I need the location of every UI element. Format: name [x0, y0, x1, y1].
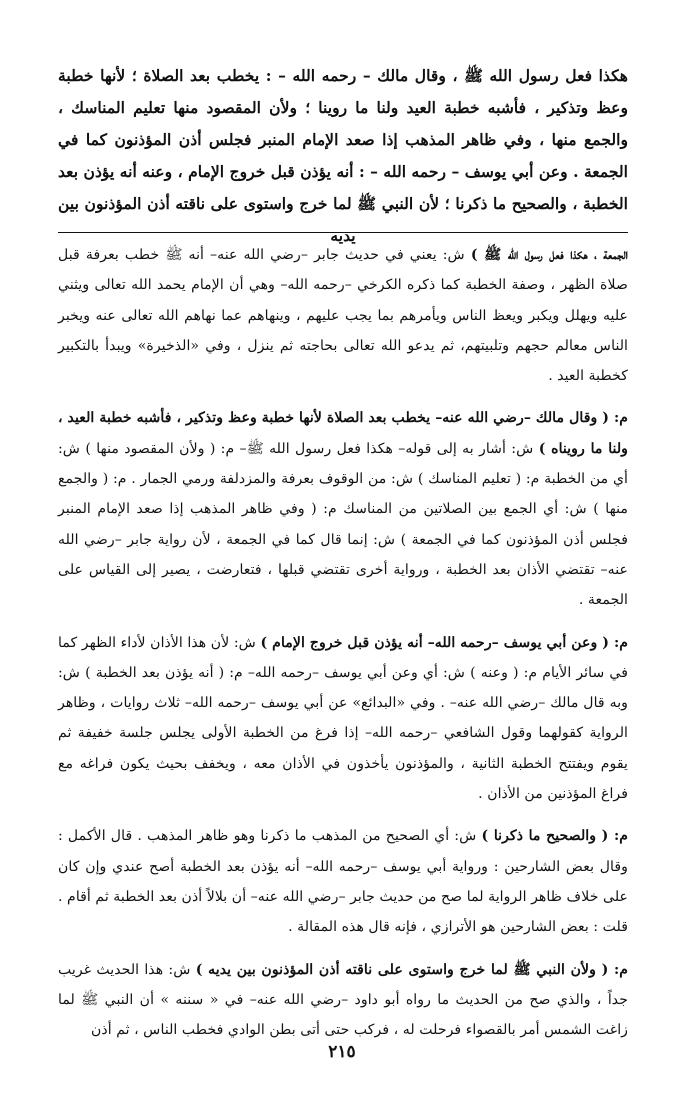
- quoted-text: م: ( وقال مالك –رضي الله عنه– يخطب بعد الصلاة لأنها خطبة وعظ وتذكير ، فأشبه خطبة العيد ، ولنا ما رويناه ): [58, 410, 628, 457]
- page-number: ٢١٥: [328, 1042, 356, 1062]
- main-text: هكذا فعل رسول الله ﷺ ، وقال مالك – رحمه الله – : يخطب بعد الصلاة ؛ لأنها خطبة وعظ وتذكير ، فأشبه خطبة العيد ولنا ما روينا ؛ ولأن المقصود منها تعليم المناسك ، والجمع منها ، وفي ظاهر المذهب إذا صعد الإمام المنبر فجلس أذن المؤذنون كما في الجمعة . وعن أبي يوسف – رحمه الله – : أنه يؤذن قبل خروج الإمام ، وعنه أنه يؤذن بعد الخطبة ، والصحيح ما ذكرنا ؛ لأن النبي ﷺ لما خرج واستوى على ناقته أذن المؤذنون بين يديه: [58, 66, 628, 245]
- quoted-text: م: ( والصحيح ما ذكرنا ): [481, 828, 628, 845]
- separator-rule: [58, 232, 628, 233]
- quoted-text: الجمعة ، هكذا فعل رسول الله ﷺ ): [470, 247, 628, 263]
- commentary-text: ش: أي الصحيح من المذهب ما ذكرنا وهو ظاهر المذهب . قال الأكمل : وقال بعض الشارحين : ورواية أبي يوسف –رحمه الله– أنه يؤذن بعد الخطبة أصح عندي وإن كان على خلاف ظاهر الرواية لما صح من حديث جابر –رضي الله عنه– أن بلالاً أذن بعد الخطبة ثم أقام . قلت : بعض الشارحين هو الأترازي ، فإنه قال هذه المقالة .: [58, 828, 628, 936]
- commentary-text: ش: لأن هذا الأذان لأداء الظهر كما في سائر الأيام م: ( وعنه ) ش: أي وعن أبي يوسف –رحمه الله– م: ( أنه يؤذن بعد الخطبة ) ش: وبه قال مالك –رضي الله عنه– . وفي «البدائع» عن أبي يوسف –رحمه الله– ثلاث روايات ، وظاهر الرواية كقولهما وقول الشافعي –رحمه الله– إذا فرغ من الخطبة الأولى يجلس جلسة خفيفة ثم يقوم ويفتتح الخطبة الثانية ، والمؤذنون يأخذون في الأذان معه ، ويخفف بحيث يكون فراغه مع فراغ المؤذنين من الأذان .: [58, 634, 628, 803]
- commentary-text: ش: هذا الحديث غريب جداً ، والذي صح من الحديث ما رواه أبو داود –رضي الله عنه– في « سننه » أن النبي ﷺ لما زاغت الشمس أمر بالقصواء فرحلت له ، فركب حتى أتى بطن الوادي فخطب الناس ، ثم أذن: [58, 961, 628, 1039]
- quoted-text: م: ( ولأن النبي ﷺ لما خرج واستوى على ناقته أذن المؤذنون بين يديه ): [195, 961, 628, 978]
- commentary-paragraph: [58, 403, 628, 615]
- quoted-text: م: ( وعن أبي يوسف –رحمه الله– أنه يؤذن قبل خروج الإمام ): [260, 634, 628, 651]
- commentary-text: ش: يعني في حديث جابر –رضي الله عنه– أنه ﷺ خطب بعرفة قبل صلاة الظهر ، وصفة الخطبة كما ذكره الكرخي –رحمه الله– وهي أن الإمام يحمد الله تعالى ويثني عليه ويهلل ويكبر ويعظ الناس ويأمرهم بما يجب عليهم ، وينهاهم عما نهاهم الله تعالى عنه ويخبر الناس معالم حجهم وتلبيتهم، ثم يدعو الله تعالى بحاجته ثم ينزل ، وفي «الذخيرة» ويبدأ بالتكبير كخطبة العيد .: [58, 247, 628, 385]
- commentary: [58, 240, 628, 1045]
- commentary-paragraph: [58, 821, 628, 942]
- commentary-paragraph: [58, 955, 628, 1046]
- commentary-paragraph: [58, 240, 628, 391]
- commentary-paragraph: [58, 628, 628, 810]
- commentary-text: ش: أشار به إلى قوله– هكذا فعل رسول الله ﷺ– م: ( ولأن المقصود منها ) ش: أي من الخطبة م: ( تعليم المناسك ) ش: من الوقوف بعرفة والمزدلفة ورمي الجمار . م: ( والجمع منها ) ش: أي الجمع بين الصلاتين من المناسك م: ( وفي ظاهر المذهب إذا صعد الإمام المنبر فجلس أذن المؤذنون كما في الجمعة ) ش: إنما قال كما في الجمعة ، لأن رواية جابر –رضي الله عنه– تقتضي الأذان بعد الخطبة ، ورواية أخرى تقتضي قبلها ، فتعارضت ، يصير إلى القياس على الجمعة .: [58, 440, 628, 609]
